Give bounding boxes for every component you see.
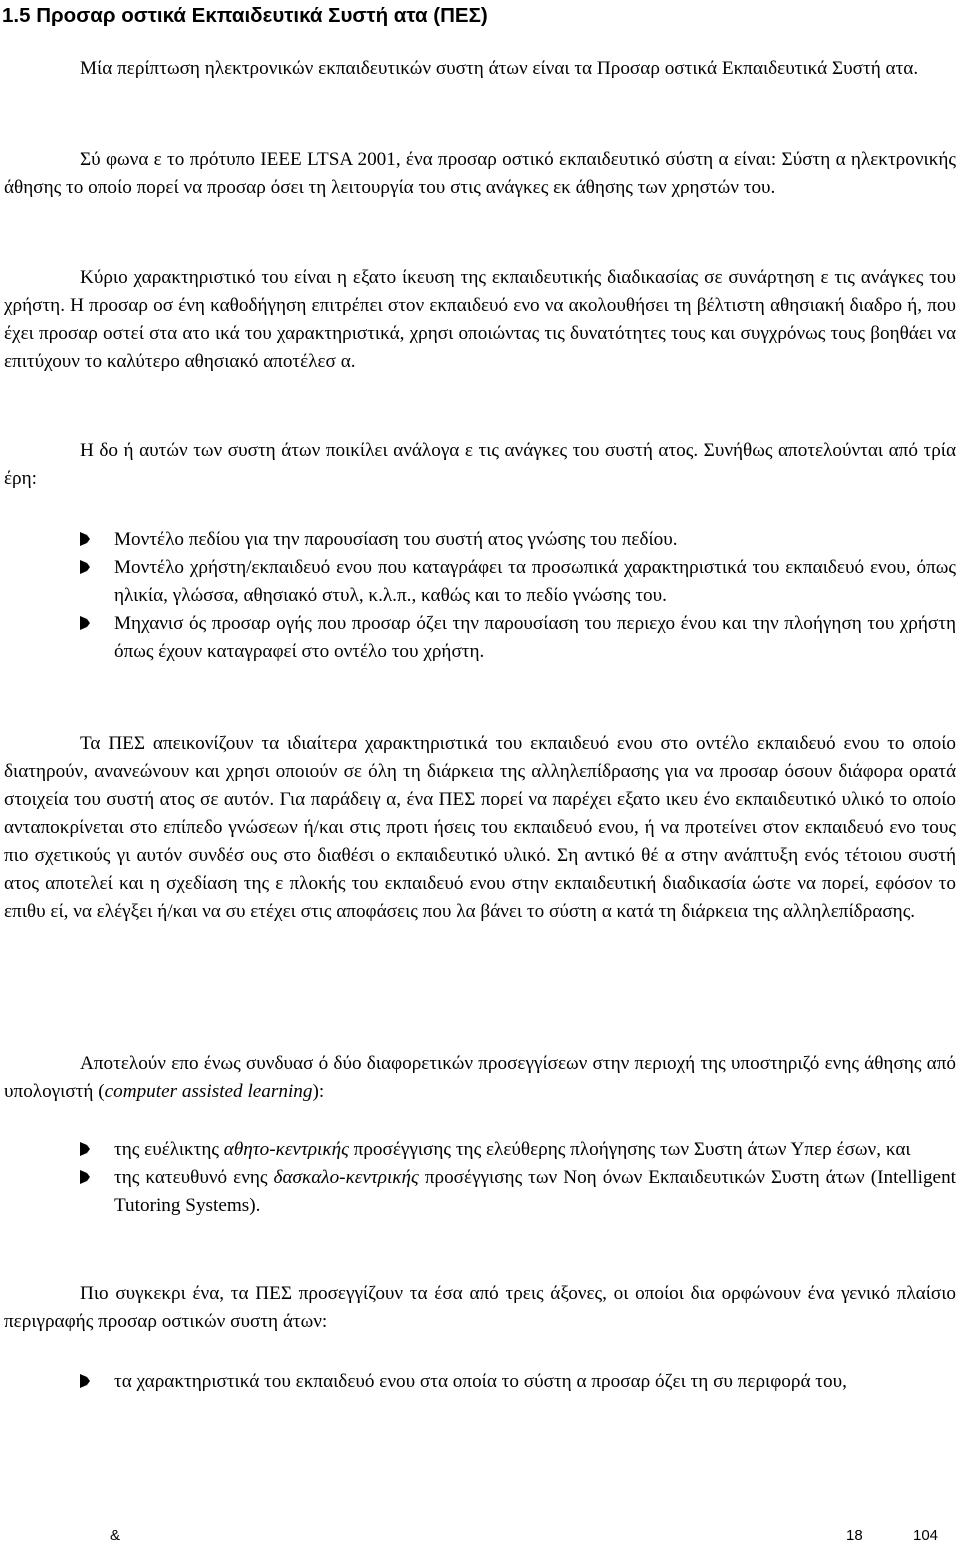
list-text-start: της ευέλικτης xyxy=(114,1139,224,1160)
approaches-term: computer assisted learning xyxy=(104,1081,313,1102)
arrow-bullet-icon xyxy=(80,1374,90,1388)
list-item-text: Μοντέλο χρήστη/εκπαιδευό ενου που καταγράφει τα προσωπικά χαρακτηριστικά του εκπαιδευό ενου, όπως ηλικία, γλώσσα, αθησιακό στυλ, κ.λ.π., καθώς και το πεδίο γνώσης του. xyxy=(114,557,956,606)
paragraph-approaches xyxy=(4,1050,956,1106)
arrow-bullet-icon xyxy=(80,1170,90,1184)
list-item-text xyxy=(114,1136,956,1164)
list-text-end: προσέγγισης της ελεύθερης πλοήγησης των Συστη άτων Υπερ έσων, και xyxy=(348,1139,911,1160)
list-text-italic: αθητο-κεντρικής xyxy=(223,1139,349,1160)
section-heading: 1.5 Προσαρ οστικά Εκπαιδευτικά Συστή ατα (ΠΕΣ) xyxy=(2,4,488,27)
list-item-text: τα χαρακτηριστικά του εκπαιδευό ενου στα οποία το σύστη α προσαρ όζει τη συ περιφορά του, xyxy=(114,1371,847,1392)
list-item-text: Μηχανισ ός προσαρ ογής που προσαρ όζει την παρουσίαση του περιεχο ένου και την πλοήγηση του χρήστη όπως έχουν καταγραφεί στο οντέλο του χρήστη. xyxy=(114,613,956,662)
paragraph-main-feature: Κύριο χαρακτηριστικό του είναι η εξατο ίκευση της εκπαιδευτικής διαδικασίας σε συνάρτηση ε τις ανάγκες του χρήστη. Η προσαρ οσ ένη καθοδήγηση επιτρέπει στον εκπαιδευό ενο να ακολουθήσει τη βέλτιστη αθησιακή διαδρο ή, που έχει προσαρ οστεί στα ατο ικά του χαρακτηριστικά, χρησι οποιώντας τις δυνατότητες τους και συγχρόνως τους βοηθάει να επιτύχουν το καλύτερο αθησιακό αποτέλεσ α. xyxy=(4,267,956,372)
page-footer xyxy=(0,1527,960,1547)
components-list xyxy=(0,526,960,666)
paragraph-features: Τα ΠΕΣ απεικονίζουν τα ιδιαίτερα χαρακτηριστικά του εκπαιδευό ενου στο οντέλο εκπαιδευό ενου το οποίο διατηρούν, ανανεώνουν και χρησι οποιούν σε όλη τη διάρκεια της αλληλεπίδρασης για να προσαρ όσουν διάφορα ορατά στοιχεία του συστή ατος σε αυτόν. Για παράδειγ α, ένα ΠΕΣ πορεί να παρέχει εξατο ικευ ένο εκπαιδευτικό υλικό το οποίο ανταποκρίνεται στο επίπεδο γνώσεων ή/και στις προτι ήσεις του εκπαιδευό ενου, ή να προτείνει στον εκπαιδευό ενο τους πιο σχετικούς γι αυτόν συνδέσ ους στο διαθέσι ο εκπαιδευτικό υλικό. Ση αντικό θέ α στην ανάπτυξη ενός τέτοιου συστή ατος αποτελεί και η σχεδίαση της ε πλοκής του εκπαιδευό ενου στην εκπαιδευτική διαδικασία ώστε να πορεί, εφόσον το επιθυ εί, να ελέγξει ή/και να συ ετέχει στις αποφάσεις που λα βάνει το σύστη α κατά τη διάρκεια της αλληλεπίδρασης. xyxy=(4,733,956,922)
arrow-bullet-icon xyxy=(80,616,90,630)
arrow-bullet-icon xyxy=(80,1142,90,1156)
list-item xyxy=(0,1164,960,1220)
list-item xyxy=(0,610,960,666)
list-text-start: της κατευθυνό ενης xyxy=(114,1167,274,1188)
approaches-list xyxy=(0,1136,960,1220)
list-item xyxy=(0,1368,960,1396)
paragraph-definition: Σύ φωνα ε το πρότυπο IEEE LTSA 2001, ένα προσαρ οστικό εκπαιδευτικό σύστη α είναι: Σύστη α ηλεκτρονικής άθησης το οποίο πορεί να προσαρ όσει τη λειτουργία του στις ανάγκες εκ άθησης των χρηστών του. xyxy=(4,149,956,198)
list-text-end: προσέγγισης των Νοη όνων Εκπαιδευτικών Συστη άτων (Intelligent Tutoring Systems). xyxy=(114,1167,956,1216)
page-number: 18 xyxy=(846,1527,863,1544)
list-text-italic: δασκαλο-κεντρικής xyxy=(273,1167,419,1188)
paragraph-structure: Η δο ή αυτών των συστη άτων ποικίλει ανάλογα ε τις ανάγκες του συστή ατος. Συνήθως αποτελούνται από τρία έρη: xyxy=(4,440,956,489)
paragraph-intro: Μία περίπτωση ηλεκτρονικών εκπαιδευτικών συστη άτων είναι τα Προσαρ οστικά Εκπαιδευτικά Συστή ατα. xyxy=(80,58,919,79)
list-item-text xyxy=(114,1164,956,1220)
arrow-bullet-icon xyxy=(80,532,90,546)
list-item xyxy=(0,526,960,554)
list-item-text: Μοντέλο πεδίου για την παρουσίαση του συστή ατος γνώσης του πεδίου. xyxy=(114,529,678,550)
footer-symbol: & xyxy=(110,1527,121,1544)
list-item xyxy=(0,1136,960,1164)
approaches-text-end: ): xyxy=(312,1081,325,1102)
total-pages: 104 xyxy=(913,1527,939,1544)
axes-list xyxy=(0,1368,960,1396)
paragraph-axes: Πιο συγκεκρι ένα, τα ΠΕΣ προσεγγίζουν τα έσα από τρεις άξονες, οι οποίοι δια ορφώνουν ένα γενικό πλαίσιο περιγραφής προσαρ οστικών συστη άτων: xyxy=(4,1283,956,1332)
list-item xyxy=(0,554,960,610)
approaches-text-start: Αποτελούν επο ένως συνδυασ ό δύο διαφορετικών προσεγγίσεων στην περιοχή της υποστηριζό ενης άθησης από υπολογιστή ( xyxy=(4,1053,956,1102)
arrow-bullet-icon xyxy=(80,560,90,574)
